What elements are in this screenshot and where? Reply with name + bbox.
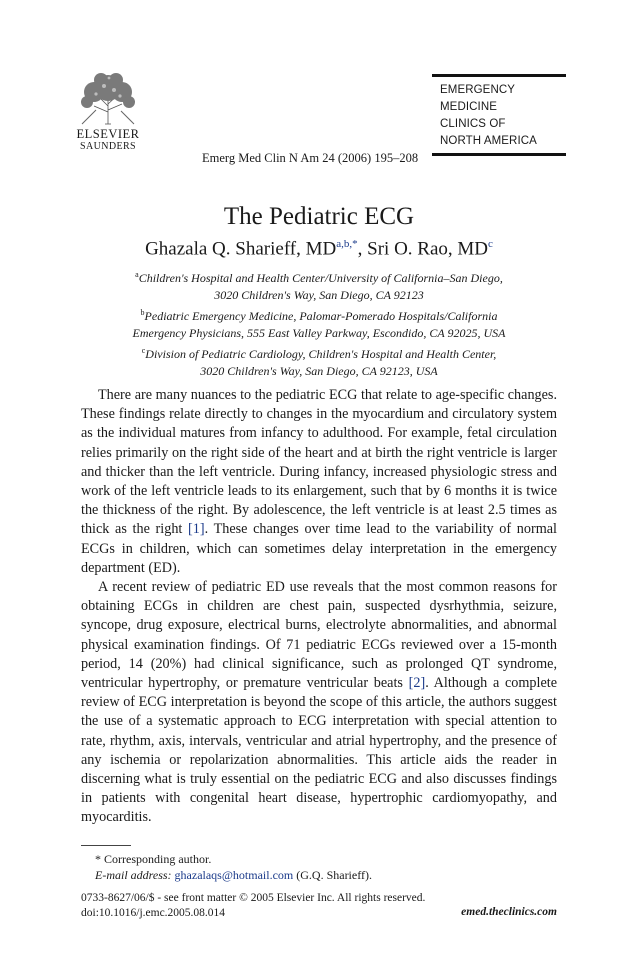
publisher-imprint: SAUNDERS bbox=[80, 141, 136, 152]
body-paragraph: A recent review of pediatric ED use reveals that the most common reasons for obtaining ECGs in children are chest pain, suspected dysrhythmia, seizure, syncope, drug exposure, electrical burns, electrolyte abnormalities, and abnormal physical examination findings. Of 71 pediatric ECGs reviewed over a 15-month period, 14 (20%) had clinical significance, such as prolonged QT syndrome, ventricular hypertrophy, or premature ventricular beats [2]. Although a complete review of ECG interpretation is beyond the scope of this article, the authors suggest the use of a systematic approach to ECG interpretation with special attention to rate, rhythm, axis, intervals, ventricular and atrial hypertrophy, and the presence of any ischemia or repolarization abnormalities. This article aids the reader in discerning what is truly essential on the pediatric ECG and also discusses findings in patients with congenital heart disease, hypertrophic cardiomyopathy, and myocarditis. bbox=[81, 579, 557, 826]
email-owner: (G.Q. Sharieff). bbox=[293, 868, 372, 882]
body-paragraph: There are many nuances to the pediatric ECG that relate to age-specific changes. These findings relate directly to changes in the myocardium and circulatory system as the individual matures from infancy to adulthood. For example, fetal circulation relies primarily on the right side of the heart and at birth the right ventricle is larger and thicker than the left ventricle. During infancy, increased physiologic stress and work of the left ventricle leads to its enlargement, such that by 6 months it is twice the thickness of the right. By adolescence, the left ventricle is at least 2.5 times as thick as the right [1]. These changes over time lead to the variability of normal ECGs in children, which can sometimes delay interpretation in the emergency department (ED). bbox=[81, 387, 557, 576]
affiliation-line: $^b$Pediatric Emergency Medicine, Palomar-Pomerado Hospitals/California bbox=[140, 308, 498, 323]
author-list bbox=[0, 238, 638, 260]
affiliation-line: $^a$Children's Hospital and Health Center/University of California–San Diego, bbox=[135, 270, 503, 285]
doi: doi:10.1016/j.emc.2005.08.014 bbox=[81, 907, 226, 919]
affiliation-line: 3020 Children's Way, San Diego, CA 92123, USA bbox=[200, 364, 438, 378]
issn-copyright: 0733-8627/06/$ - see front matter © 2005 Elsevier Inc. All rights reserved. bbox=[81, 892, 426, 904]
affiliation-mark: a bbox=[135, 270, 139, 279]
reference-link[interactable]: [1] bbox=[188, 521, 205, 538]
affiliation-line: 3020 Children's Way, San Diego, CA 92123 bbox=[214, 288, 424, 302]
article-title: The Pediatric ECG bbox=[223, 203, 415, 230]
email-label: E-mail address: bbox=[95, 868, 172, 882]
journal-name-block bbox=[432, 74, 566, 156]
elsevier-tree-icon bbox=[74, 70, 142, 126]
publisher-name: ELSEVIER bbox=[76, 127, 140, 141]
author-affiliation-marks: c bbox=[488, 238, 493, 250]
journal-name-line: CLINICS OF bbox=[440, 118, 506, 130]
journal-name-line: NORTH AMERICA bbox=[440, 135, 537, 147]
email-line bbox=[95, 867, 372, 883]
journal-name-line: EMERGENCY bbox=[440, 84, 516, 96]
affiliation-line: Emergency Physicians, 555 East Valley Parkway, Escondido, CA 92025, USA bbox=[132, 326, 506, 340]
journal-citation: Emerg Med Clin N Am 24 (2006) 195–208 bbox=[202, 151, 419, 165]
journal-website[interactable]: emed.theclinics.com bbox=[461, 906, 557, 918]
footnote-divider bbox=[81, 845, 131, 846]
footnote bbox=[81, 851, 372, 883]
reference-link[interactable]: [2] bbox=[408, 675, 426, 692]
email-link[interactable]: ghazalaqs@hotmail.com bbox=[174, 868, 294, 882]
author-name: Sri O. Rao, MD bbox=[367, 238, 489, 260]
author-name: Ghazala Q. Sharieff, MD bbox=[145, 238, 337, 260]
affiliation-mark: b bbox=[140, 308, 145, 317]
affiliation-mark: c bbox=[141, 346, 146, 355]
footer-left bbox=[81, 891, 425, 921]
publisher-logo bbox=[74, 70, 142, 152]
article-body bbox=[81, 386, 557, 828]
author-separator: , bbox=[357, 238, 368, 260]
journal-name-line: MEDICINE bbox=[440, 101, 498, 113]
corresponding-author-note: * Corresponding author. bbox=[95, 852, 212, 866]
affiliation-line: $^c$Division of Pediatric Cardiology, Children's Hospital and Health Center, bbox=[141, 346, 497, 361]
author-affiliation-marks: a,b,* bbox=[336, 238, 358, 250]
affiliations bbox=[0, 266, 638, 380]
